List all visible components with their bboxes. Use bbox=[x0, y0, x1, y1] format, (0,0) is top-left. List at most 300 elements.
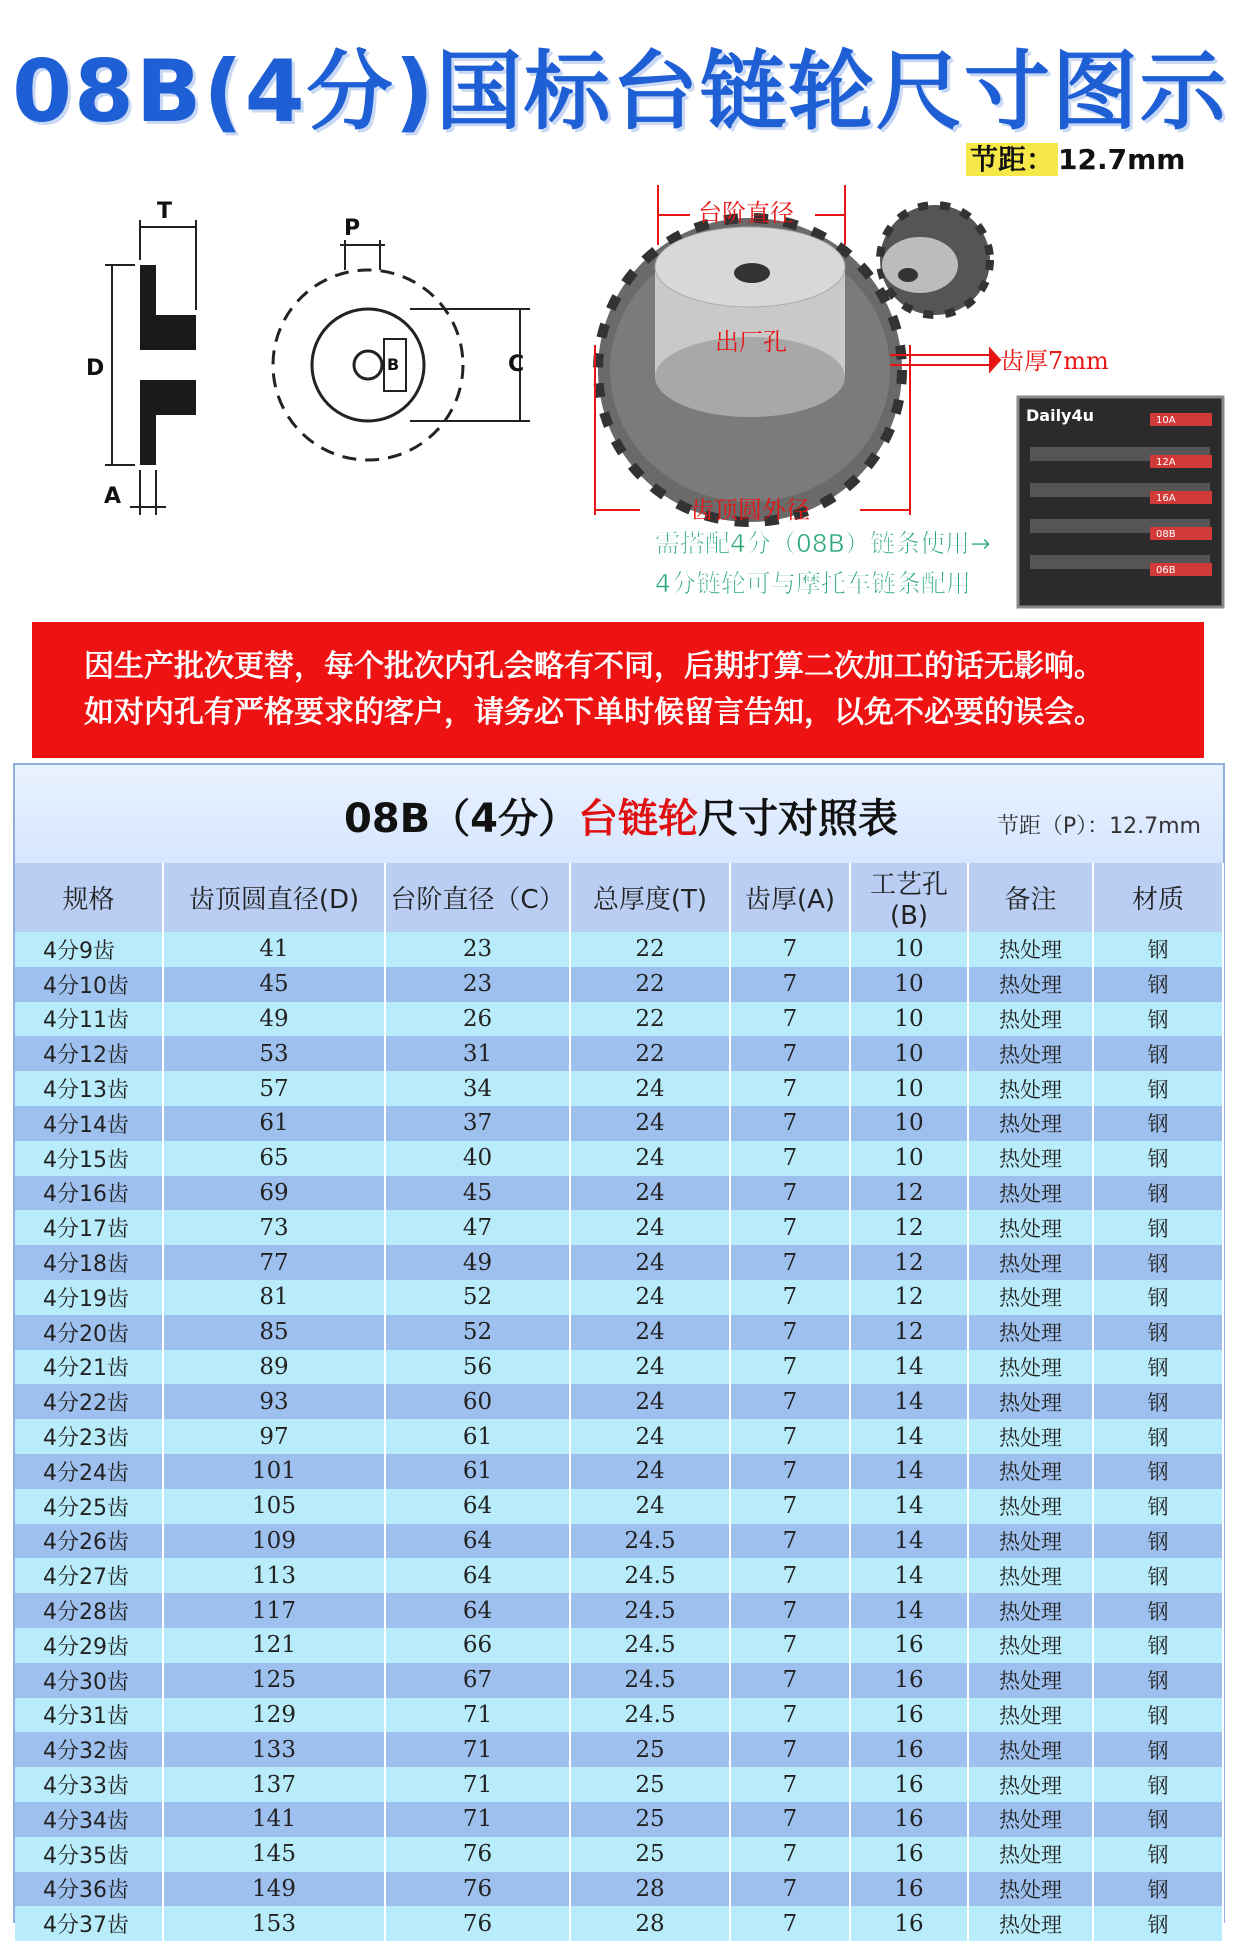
pitch-spec bbox=[966, 138, 1185, 178]
table-cell: 7 bbox=[730, 1663, 850, 1698]
tooth-thickness-label: 齿厚7mm bbox=[1000, 347, 1109, 375]
table-cell: 141 bbox=[163, 1802, 385, 1837]
pitch-label: 节距： bbox=[966, 143, 1058, 176]
table-cell: 153 bbox=[163, 1906, 385, 1941]
table-cell: 12 bbox=[850, 1245, 968, 1280]
table-cell: 钢 bbox=[1093, 1036, 1223, 1071]
side-profile-drawing bbox=[105, 220, 196, 515]
table-cell: 4分13齿 bbox=[15, 1071, 163, 1106]
table-cell: 钢 bbox=[1093, 1245, 1223, 1280]
table-row bbox=[15, 1872, 1223, 1907]
table-cell: 热处理 bbox=[968, 1071, 1093, 1106]
table-cell: 64 bbox=[385, 1558, 570, 1593]
table-cell: 16 bbox=[850, 1732, 968, 1767]
table-cell: 64 bbox=[385, 1524, 570, 1559]
table-title-post: 尺寸对照表 bbox=[697, 796, 898, 842]
table-cell: 28 bbox=[570, 1872, 730, 1907]
table-cell: 7 bbox=[730, 1384, 850, 1419]
table-row bbox=[15, 1419, 1223, 1454]
table-cell: 24 bbox=[570, 1071, 730, 1106]
table-cell: 4分23齿 bbox=[15, 1419, 163, 1454]
chain-photo bbox=[1018, 397, 1223, 607]
table-cell: 钢 bbox=[1093, 1802, 1223, 1837]
table-cell: 133 bbox=[163, 1732, 385, 1767]
table-cell: 14 bbox=[850, 1384, 968, 1419]
table-cell: 14 bbox=[850, 1419, 968, 1454]
table-cell: 热处理 bbox=[968, 1350, 1093, 1385]
table-row bbox=[15, 1802, 1223, 1837]
table-cell: 热处理 bbox=[968, 1176, 1093, 1211]
chain-tag-0: 10A bbox=[1156, 415, 1176, 426]
col-header-spec: 规格 bbox=[15, 863, 163, 932]
table-cell: 钢 bbox=[1093, 1141, 1223, 1176]
table-cell: 61 bbox=[385, 1419, 570, 1454]
table-cell: 60 bbox=[385, 1384, 570, 1419]
table-cell: 71 bbox=[385, 1698, 570, 1733]
table-cell: 37 bbox=[385, 1106, 570, 1141]
table-cell: 4分9齿 bbox=[15, 932, 163, 967]
table-cell: 22 bbox=[570, 932, 730, 967]
chain-tag-3: 08B bbox=[1156, 529, 1176, 540]
col-header-note: 备注 bbox=[968, 863, 1093, 932]
table-row bbox=[15, 1524, 1223, 1559]
table-cell: 7 bbox=[730, 1698, 850, 1733]
table-cell: 4分20齿 bbox=[15, 1315, 163, 1350]
table-row bbox=[15, 967, 1223, 1002]
notice-line-2: 如对内孔有严格要求的客户，请务必下单时候留言告知，以免不必要的误会。 bbox=[84, 695, 1104, 730]
table-row bbox=[15, 1593, 1223, 1628]
table-cell: 40 bbox=[385, 1141, 570, 1176]
table-cell: 4分34齿 bbox=[15, 1802, 163, 1837]
table-cell: 129 bbox=[163, 1698, 385, 1733]
front-view-drawing bbox=[273, 240, 530, 460]
table-cell: 7 bbox=[730, 1210, 850, 1245]
table-title-pre: 08B（4分） bbox=[344, 796, 578, 842]
table-row bbox=[15, 1141, 1223, 1176]
table-cell: 钢 bbox=[1093, 1872, 1223, 1907]
table-cell: 24 bbox=[570, 1489, 730, 1524]
table-cell: 45 bbox=[163, 967, 385, 1002]
table-cell: 16 bbox=[850, 1872, 968, 1907]
table-cell: 钢 bbox=[1093, 1454, 1223, 1489]
table-cell: 4分16齿 bbox=[15, 1176, 163, 1211]
table-cell: 热处理 bbox=[968, 1315, 1093, 1350]
table-cell: 67 bbox=[385, 1663, 570, 1698]
table-cell: 24 bbox=[570, 1454, 730, 1489]
table-row bbox=[15, 1698, 1223, 1733]
table-cell: 7 bbox=[730, 1906, 850, 1941]
table-cell: 121 bbox=[163, 1628, 385, 1663]
table-cell: 85 bbox=[163, 1315, 385, 1350]
table-cell: 14 bbox=[850, 1454, 968, 1489]
table-cell: 热处理 bbox=[968, 1454, 1093, 1489]
table-cell: 热处理 bbox=[968, 1663, 1093, 1698]
table-cell: 4分25齿 bbox=[15, 1489, 163, 1524]
table-cell: 12 bbox=[850, 1280, 968, 1315]
table-row bbox=[15, 1558, 1223, 1593]
table-cell: 热处理 bbox=[968, 1837, 1093, 1872]
table-cell: 41 bbox=[163, 932, 385, 967]
notice-line-1: 因生产批次更替，每个批次内孔会略有不同，后期打算二次加工的话无影响。 bbox=[84, 649, 1104, 684]
table-cell: 52 bbox=[385, 1280, 570, 1315]
table-cell: 4分19齿 bbox=[15, 1280, 163, 1315]
table-cell: 16 bbox=[850, 1663, 968, 1698]
table-cell: 24.5 bbox=[570, 1698, 730, 1733]
table-cell: 7 bbox=[730, 1106, 850, 1141]
table-cell: 24 bbox=[570, 1176, 730, 1211]
table-row bbox=[15, 1663, 1223, 1698]
table-cell: 热处理 bbox=[968, 1280, 1093, 1315]
table-cell: 热处理 bbox=[968, 1489, 1093, 1524]
table-cell: 钢 bbox=[1093, 1524, 1223, 1559]
table-cell: 71 bbox=[385, 1732, 570, 1767]
table-cell: 钢 bbox=[1093, 1176, 1223, 1211]
chain-note-1: 需搭配4分（08B）链条使用→ bbox=[655, 529, 991, 558]
size-table-panel bbox=[13, 763, 1225, 1939]
table-cell: 93 bbox=[163, 1384, 385, 1419]
table-cell: 7 bbox=[730, 1558, 850, 1593]
table-cell: 24 bbox=[570, 1210, 730, 1245]
table-cell: 钢 bbox=[1093, 1732, 1223, 1767]
chain-tag-2: 16A bbox=[1156, 493, 1176, 504]
table-cell: 73 bbox=[163, 1210, 385, 1245]
table-cell: 7 bbox=[730, 1419, 850, 1454]
table-cell: 钢 bbox=[1093, 1906, 1223, 1941]
table-cell: 4分17齿 bbox=[15, 1210, 163, 1245]
table-cell: 57 bbox=[163, 1071, 385, 1106]
table-cell: 64 bbox=[385, 1593, 570, 1628]
table-cell: 4分22齿 bbox=[15, 1384, 163, 1419]
table-cell: 125 bbox=[163, 1663, 385, 1698]
table-cell: 97 bbox=[163, 1419, 385, 1454]
table-header-row bbox=[15, 863, 1223, 932]
table-cell: 7 bbox=[730, 1454, 850, 1489]
table-cell: 7 bbox=[730, 1071, 850, 1106]
table-cell: 16 bbox=[850, 1698, 968, 1733]
tip-diameter-label: 齿顶圆外径 bbox=[690, 496, 810, 524]
table-body bbox=[15, 932, 1223, 1941]
table-cell: 4分15齿 bbox=[15, 1141, 163, 1176]
table-cell: 24 bbox=[570, 1384, 730, 1419]
table-cell: 钢 bbox=[1093, 1419, 1223, 1454]
table-cell: 钢 bbox=[1093, 1663, 1223, 1698]
table-cell: 16 bbox=[850, 1802, 968, 1837]
table-cell: 61 bbox=[163, 1106, 385, 1141]
table-cell: 7 bbox=[730, 1176, 850, 1211]
table-cell: 12 bbox=[850, 1315, 968, 1350]
table-cell: 14 bbox=[850, 1593, 968, 1628]
table-cell: 7 bbox=[730, 1036, 850, 1071]
table-cell: 钢 bbox=[1093, 1280, 1223, 1315]
table-cell: 钢 bbox=[1093, 1315, 1223, 1350]
label-B: B bbox=[387, 355, 400, 374]
table-cell: 14 bbox=[850, 1558, 968, 1593]
table-row bbox=[15, 1837, 1223, 1872]
table-cell: 77 bbox=[163, 1245, 385, 1280]
table-cell: 7 bbox=[730, 1002, 850, 1037]
table-cell: 25 bbox=[570, 1767, 730, 1802]
label-T: T bbox=[157, 199, 173, 224]
table-cell: 热处理 bbox=[968, 1002, 1093, 1037]
table-row bbox=[15, 1384, 1223, 1419]
table-cell: 69 bbox=[163, 1176, 385, 1211]
table-cell: 10 bbox=[850, 1106, 968, 1141]
table-cell: 71 bbox=[385, 1767, 570, 1802]
table-cell: 7 bbox=[730, 932, 850, 967]
table-cell: 4分32齿 bbox=[15, 1732, 163, 1767]
table-cell: 49 bbox=[385, 1245, 570, 1280]
table-cell: 钢 bbox=[1093, 1593, 1223, 1628]
table-title-highlight: 台链轮 bbox=[577, 796, 698, 842]
table-cell: 钢 bbox=[1093, 1210, 1223, 1245]
table-row bbox=[15, 1002, 1223, 1037]
table-cell: 14 bbox=[850, 1350, 968, 1385]
table-cell: 热处理 bbox=[968, 1872, 1093, 1907]
table-cell: 24 bbox=[570, 1245, 730, 1280]
col-header-total-thickness: 总厚度(T) bbox=[570, 863, 730, 932]
table-cell: 钢 bbox=[1093, 1837, 1223, 1872]
table-cell: 钢 bbox=[1093, 967, 1223, 1002]
sprocket-photo bbox=[598, 205, 990, 522]
table-cell: 7 bbox=[730, 967, 850, 1002]
table-cell: 钢 bbox=[1093, 1698, 1223, 1733]
table-cell: 76 bbox=[385, 1872, 570, 1907]
table-cell: 12 bbox=[850, 1210, 968, 1245]
table-cell: 109 bbox=[163, 1524, 385, 1559]
table-cell: 热处理 bbox=[968, 932, 1093, 967]
table-cell: 23 bbox=[385, 967, 570, 1002]
table-cell: 4分26齿 bbox=[15, 1524, 163, 1559]
table-cell: 热处理 bbox=[968, 1245, 1093, 1280]
table-cell: 热处理 bbox=[968, 1036, 1093, 1071]
table-cell: 24 bbox=[570, 1350, 730, 1385]
table-cell: 7 bbox=[730, 1350, 850, 1385]
table-cell: 24 bbox=[570, 1419, 730, 1454]
table-cell: 热处理 bbox=[968, 1732, 1093, 1767]
table-cell: 7 bbox=[730, 1245, 850, 1280]
table-cell: 65 bbox=[163, 1141, 385, 1176]
table-cell: 117 bbox=[163, 1593, 385, 1628]
table-cell: 16 bbox=[850, 1906, 968, 1941]
table-cell: 26 bbox=[385, 1002, 570, 1037]
table-cell: 4分12齿 bbox=[15, 1036, 163, 1071]
chain-tag-4: 06B bbox=[1156, 565, 1176, 576]
table-cell: 钢 bbox=[1093, 1628, 1223, 1663]
table-cell: 热处理 bbox=[968, 1384, 1093, 1419]
table-cell: 钢 bbox=[1093, 1350, 1223, 1385]
table-cell: 53 bbox=[163, 1036, 385, 1071]
table-cell: 钢 bbox=[1093, 1002, 1223, 1037]
table-cell: 7 bbox=[730, 1628, 850, 1663]
table-cell: 4分28齿 bbox=[15, 1593, 163, 1628]
size-table bbox=[15, 863, 1224, 1941]
table-cell: 45 bbox=[385, 1176, 570, 1211]
table-cell: 16 bbox=[850, 1837, 968, 1872]
table-row bbox=[15, 1315, 1223, 1350]
table-cell: 10 bbox=[850, 967, 968, 1002]
table-cell: 热处理 bbox=[968, 1524, 1093, 1559]
table-cell: 89 bbox=[163, 1350, 385, 1385]
table-cell: 24.5 bbox=[570, 1558, 730, 1593]
table-cell: 24 bbox=[570, 1141, 730, 1176]
table-cell: 10 bbox=[850, 1002, 968, 1037]
table-cell: 81 bbox=[163, 1280, 385, 1315]
page-title: 08B(4分)国标台链轮尺寸图示 bbox=[12, 42, 1228, 142]
table-cell: 12 bbox=[850, 1176, 968, 1211]
table-cell: 钢 bbox=[1093, 1384, 1223, 1419]
table-cell: 16 bbox=[850, 1628, 968, 1663]
table-cell: 22 bbox=[570, 1036, 730, 1071]
table-cell: 热处理 bbox=[968, 1593, 1093, 1628]
table-row bbox=[15, 1906, 1223, 1941]
table-cell: 24.5 bbox=[570, 1593, 730, 1628]
col-header-material: 材质 bbox=[1093, 863, 1223, 932]
table-row bbox=[15, 1036, 1223, 1071]
sprocket-diagram bbox=[0, 185, 1240, 615]
table-cell: 71 bbox=[385, 1802, 570, 1837]
table-cell: 145 bbox=[163, 1837, 385, 1872]
factory-hole-label: 出厂孔 bbox=[715, 328, 787, 356]
table-cell: 10 bbox=[850, 932, 968, 967]
table-cell: 4分21齿 bbox=[15, 1350, 163, 1385]
table-cell: 热处理 bbox=[968, 1767, 1093, 1802]
table-cell: 热处理 bbox=[968, 1210, 1093, 1245]
table-cell: 22 bbox=[570, 1002, 730, 1037]
table-cell: 钢 bbox=[1093, 1489, 1223, 1524]
table-cell: 56 bbox=[385, 1350, 570, 1385]
table-cell: 24.5 bbox=[570, 1524, 730, 1559]
table-cell: 64 bbox=[385, 1489, 570, 1524]
table-cell: 7 bbox=[730, 1141, 850, 1176]
table-cell: 137 bbox=[163, 1767, 385, 1802]
table-cell: 105 bbox=[163, 1489, 385, 1524]
table-row bbox=[15, 1176, 1223, 1211]
table-cell: 28 bbox=[570, 1906, 730, 1941]
table-cell: 66 bbox=[385, 1628, 570, 1663]
chain-brand: Daily4u bbox=[1026, 406, 1094, 425]
table-cell: 4分37齿 bbox=[15, 1906, 163, 1941]
table-row bbox=[15, 1350, 1223, 1385]
table-cell: 4分35齿 bbox=[15, 1837, 163, 1872]
table-cell: 4分27齿 bbox=[15, 1558, 163, 1593]
table-row bbox=[15, 1454, 1223, 1489]
table-cell: 4分10齿 bbox=[15, 967, 163, 1002]
table-cell: 10 bbox=[850, 1141, 968, 1176]
table-cell: 34 bbox=[385, 1071, 570, 1106]
table-row bbox=[15, 1489, 1223, 1524]
table-cell: 101 bbox=[163, 1454, 385, 1489]
table-row bbox=[15, 1071, 1223, 1106]
table-cell: 25 bbox=[570, 1837, 730, 1872]
table-row bbox=[15, 1732, 1223, 1767]
table-cell: 24.5 bbox=[570, 1628, 730, 1663]
table-cell: 25 bbox=[570, 1732, 730, 1767]
table-cell: 25 bbox=[570, 1802, 730, 1837]
table-cell: 61 bbox=[385, 1454, 570, 1489]
table-cell: 14 bbox=[850, 1489, 968, 1524]
table-cell: 7 bbox=[730, 1593, 850, 1628]
chain-tag-1: 12A bbox=[1156, 457, 1176, 468]
table-cell: 4分31齿 bbox=[15, 1698, 163, 1733]
table-cell: 热处理 bbox=[968, 1628, 1093, 1663]
col-header-tip-diameter: 齿顶圆直径(D) bbox=[163, 863, 385, 932]
table-cell: 10 bbox=[850, 1071, 968, 1106]
table-row bbox=[15, 1245, 1223, 1280]
table-cell: 24 bbox=[570, 1280, 730, 1315]
table-row bbox=[15, 1210, 1223, 1245]
table-cell: 热处理 bbox=[968, 1558, 1093, 1593]
table-cell: 52 bbox=[385, 1315, 570, 1350]
table-cell: 76 bbox=[385, 1837, 570, 1872]
table-cell: 4分30齿 bbox=[15, 1663, 163, 1698]
table-cell: 钢 bbox=[1093, 1106, 1223, 1141]
col-header-tooth-thickness: 齿厚(A) bbox=[730, 863, 850, 932]
table-cell: 24 bbox=[570, 1315, 730, 1350]
table-cell: 10 bbox=[850, 1036, 968, 1071]
label-A: A bbox=[104, 484, 122, 509]
table-row bbox=[15, 932, 1223, 967]
table-row bbox=[15, 1280, 1223, 1315]
label-D: D bbox=[86, 356, 105, 381]
table-cell: 钢 bbox=[1093, 1071, 1223, 1106]
pitch-value: 12.7mm bbox=[1058, 143, 1186, 176]
col-header-step-diameter: 台阶直径（C） bbox=[385, 863, 570, 932]
table-cell: 4分14齿 bbox=[15, 1106, 163, 1141]
table-cell: 7 bbox=[730, 1872, 850, 1907]
table-cell: 7 bbox=[730, 1767, 850, 1802]
table-cell: 47 bbox=[385, 1210, 570, 1245]
table-cell: 4分24齿 bbox=[15, 1454, 163, 1489]
table-cell: 31 bbox=[385, 1036, 570, 1071]
table-cell: 7 bbox=[730, 1732, 850, 1767]
table-cell: 热处理 bbox=[968, 1698, 1093, 1733]
table-cell: 7 bbox=[730, 1837, 850, 1872]
table-cell: 4分11齿 bbox=[15, 1002, 163, 1037]
table-cell: 49 bbox=[163, 1002, 385, 1037]
notice-banner bbox=[32, 622, 1204, 758]
chain-note-2: 4分链轮可与摩托车链条配用 bbox=[655, 569, 971, 598]
table-cell: 22 bbox=[570, 967, 730, 1002]
table-cell: 7 bbox=[730, 1315, 850, 1350]
table-cell: 24 bbox=[570, 1106, 730, 1141]
table-cell: 113 bbox=[163, 1558, 385, 1593]
table-cell: 热处理 bbox=[968, 1802, 1093, 1837]
table-cell: 热处理 bbox=[968, 1906, 1093, 1941]
table-cell: 4分18齿 bbox=[15, 1245, 163, 1280]
label-P: P bbox=[344, 216, 361, 241]
table-cell: 7 bbox=[730, 1280, 850, 1315]
table-row bbox=[15, 1767, 1223, 1802]
table-cell: 76 bbox=[385, 1906, 570, 1941]
table-pitch: 节距（P）：12.7mm bbox=[996, 814, 1201, 839]
table-row bbox=[15, 1628, 1223, 1663]
table-cell: 钢 bbox=[1093, 932, 1223, 967]
table-cell: 7 bbox=[730, 1489, 850, 1524]
step-diameter-label: 台阶直径 bbox=[698, 199, 794, 227]
table-cell: 4分36齿 bbox=[15, 1872, 163, 1907]
table-cell: 4分33齿 bbox=[15, 1767, 163, 1802]
table-cell: 热处理 bbox=[968, 967, 1093, 1002]
table-cell: 热处理 bbox=[968, 1419, 1093, 1454]
table-cell: 4分29齿 bbox=[15, 1628, 163, 1663]
table-cell: 16 bbox=[850, 1767, 968, 1802]
table-cell: 钢 bbox=[1093, 1558, 1223, 1593]
table-cell: 热处理 bbox=[968, 1106, 1093, 1141]
table-cell: 钢 bbox=[1093, 1767, 1223, 1802]
table-header-bar bbox=[15, 765, 1223, 863]
table-cell: 热处理 bbox=[968, 1141, 1093, 1176]
table-cell: 7 bbox=[730, 1802, 850, 1837]
